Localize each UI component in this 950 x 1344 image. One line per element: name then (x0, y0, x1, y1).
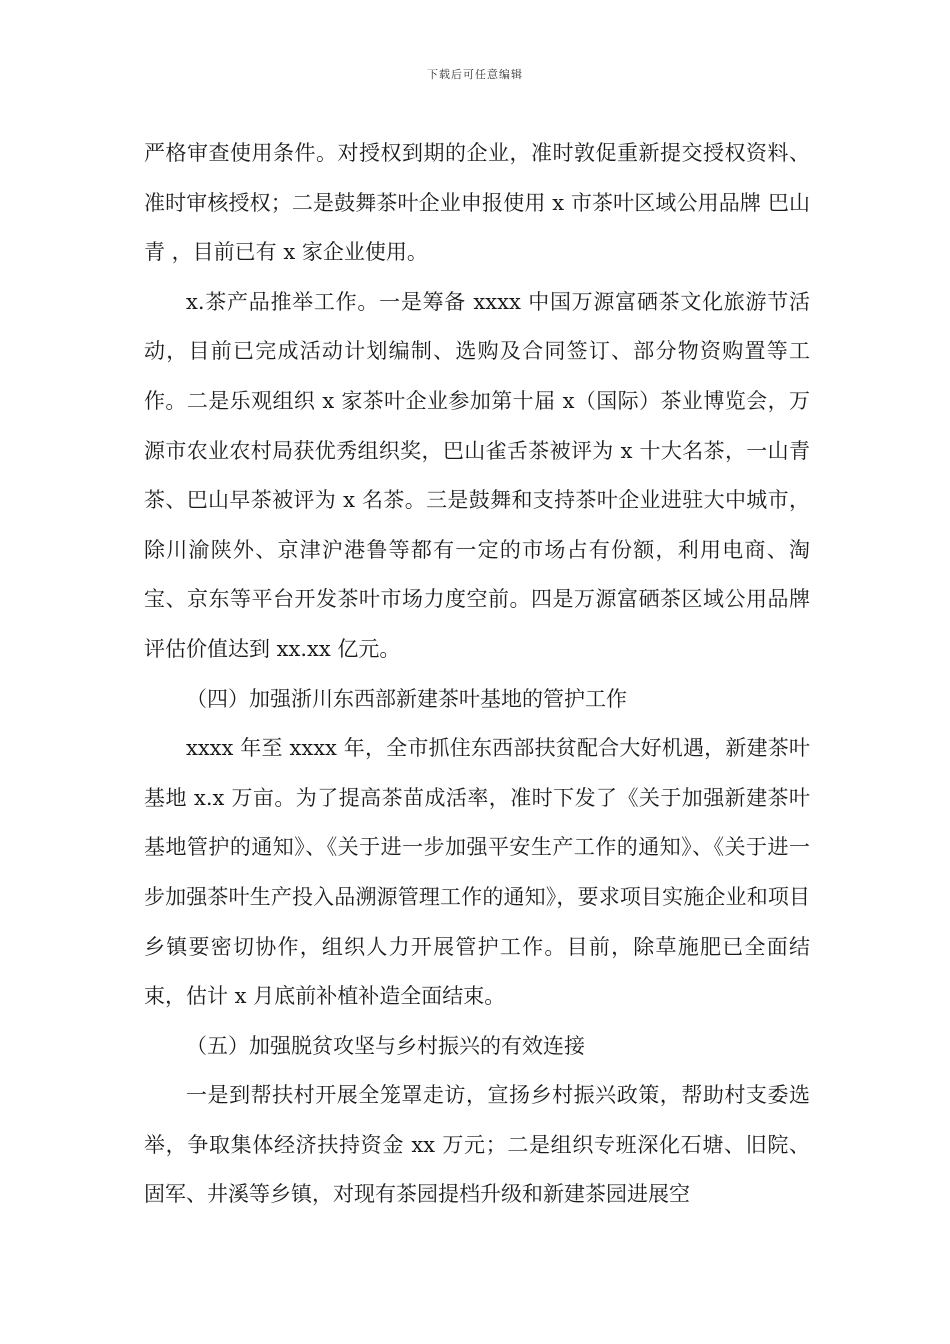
paragraph-tea-base-management: xxxx 年至 xxxx 年，全市抓住东西部扶贫配合大好机遇，新建茶叶基地 x.x 万亩。为了提高茶苗成活率，准时下发了《关于加强新建茶叶基地管护的通知》、《关于进一步加强平安生产工作的通知》、《关于进一步加强茶叶生产投入品溯源管理工作的通知》，要求项目实施企业和项目乡镇要密切协作，组织人力开展管护工作。目前，除草施肥已全面结束，估计 x 月底前补植补造全面结束。 (144, 736, 810, 1009)
page-header: 下载后可任意编辑 (427, 68, 523, 81)
paragraph-continuation: 严格审查使用条件。对授权到期的企业，准时敦促重新提交授权资料、准时审核授权；二是鼓舞茶叶企业申报使用 x 市茶叶区域公用品牌 巴山青 ，目前已有 x 家企业使用。 (144, 141, 810, 265)
paragraph-tea-promotion: x.茶产品推举工作。一是筹备 xxxx 中国万源富硒茶文化旅游节活动，目前已完成活动计划编制、选购及合同签订、部分物资购置等工作。二是乐观组织 x 家茶叶企业参加第十届 x（国际）茶业博览会，万源市农业农村局获优秀组织奖，巴山雀舌茶被评为 x 十大名茶，一山青茶、巴山早茶被评为 x 名茶。三是鼓舞和支持茶叶企业进驻大中城市，除川渝陕外、京津沪港鲁等都有一定的市场占有份额，利用电商、淘宝、京东等平台开发茶叶市场力度空前。四是万源富硒茶区域公用品牌评估价值达到 xx.xx 亿元。 (144, 289, 810, 661)
document-body (144, 129, 810, 1220)
section-heading-4: （四）加强浙川东西部新建茶叶基地的管护工作 (186, 686, 627, 711)
section-heading-5: （五）加强脱贫攻坚与乡村振兴的有效连接 (186, 1033, 585, 1058)
paragraph-rural-revitalization: 一是到帮扶村开展全笼罩走访，宣扬乡村振兴政策，帮助村支委选举，争取集体经济扶持资金 xx 万元；二是组织专班深化石塘、旧院、固军、井溪等乡镇，对现有茶园提档升级和新建茶园进展空 (144, 1083, 810, 1207)
